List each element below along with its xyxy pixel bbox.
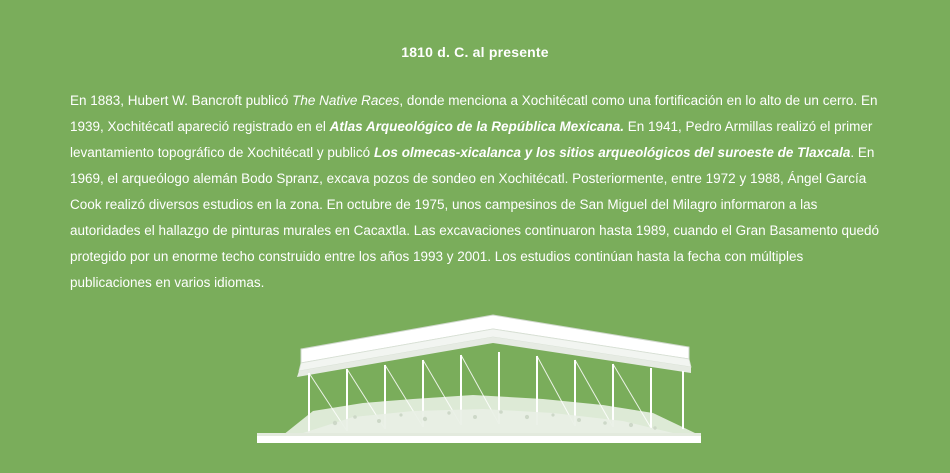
- paragraph-segment-1: En 1883, Hubert W. Bancroft publicó: [70, 93, 293, 108]
- body-paragraph: [70, 88, 882, 296]
- paragraph-segment-3: , donde menciona a Xochitécatl como una fortificación en lo alto de un cerro. En 1939, Xochitécatl apareció registrado en el: [70, 93, 878, 134]
- page-title: 1810 d. C. al presente: [401, 44, 549, 60]
- paragraph-segment-7: . En 1969, el arqueólogo alemán Bodo Spranz, excava pozos de sondeo en Xochitécatl. Posteriormente, entre 1972 y 1988, Ángel García Cook realizó diversos estudios en la zona. En octubre de 1975, unos campesinos de San Miguel del Milagro informaron a las autoridades el hallazgo de pinturas murales en Cacaxtla. Las excavaciones continuaron hasta 1989, cuando el Gran Basamento quedó protegido por un enorme techo construido entre los años 1993 y 2001. Los estudios continúan hasta la fecha con múltiples publicaciones en varios idiomas.: [70, 145, 880, 290]
- paragraph-segment-4: Atlas Arqueológico de la República Mexicana.: [329, 119, 624, 134]
- paragraph-segment-2: The Native Races: [292, 93, 400, 108]
- archaeological-site-roof-drawing-icon: [243, 307, 705, 447]
- paragraph-segment-6: Los olmecas-xicalanca y los sitios arqueológicos del suroeste de Tlaxcala: [373, 145, 851, 160]
- paragraph-segment-5: En 1941, Pedro Armillas realizó el primer levantamiento topográfico de Xochitécatl y publicó: [70, 119, 873, 160]
